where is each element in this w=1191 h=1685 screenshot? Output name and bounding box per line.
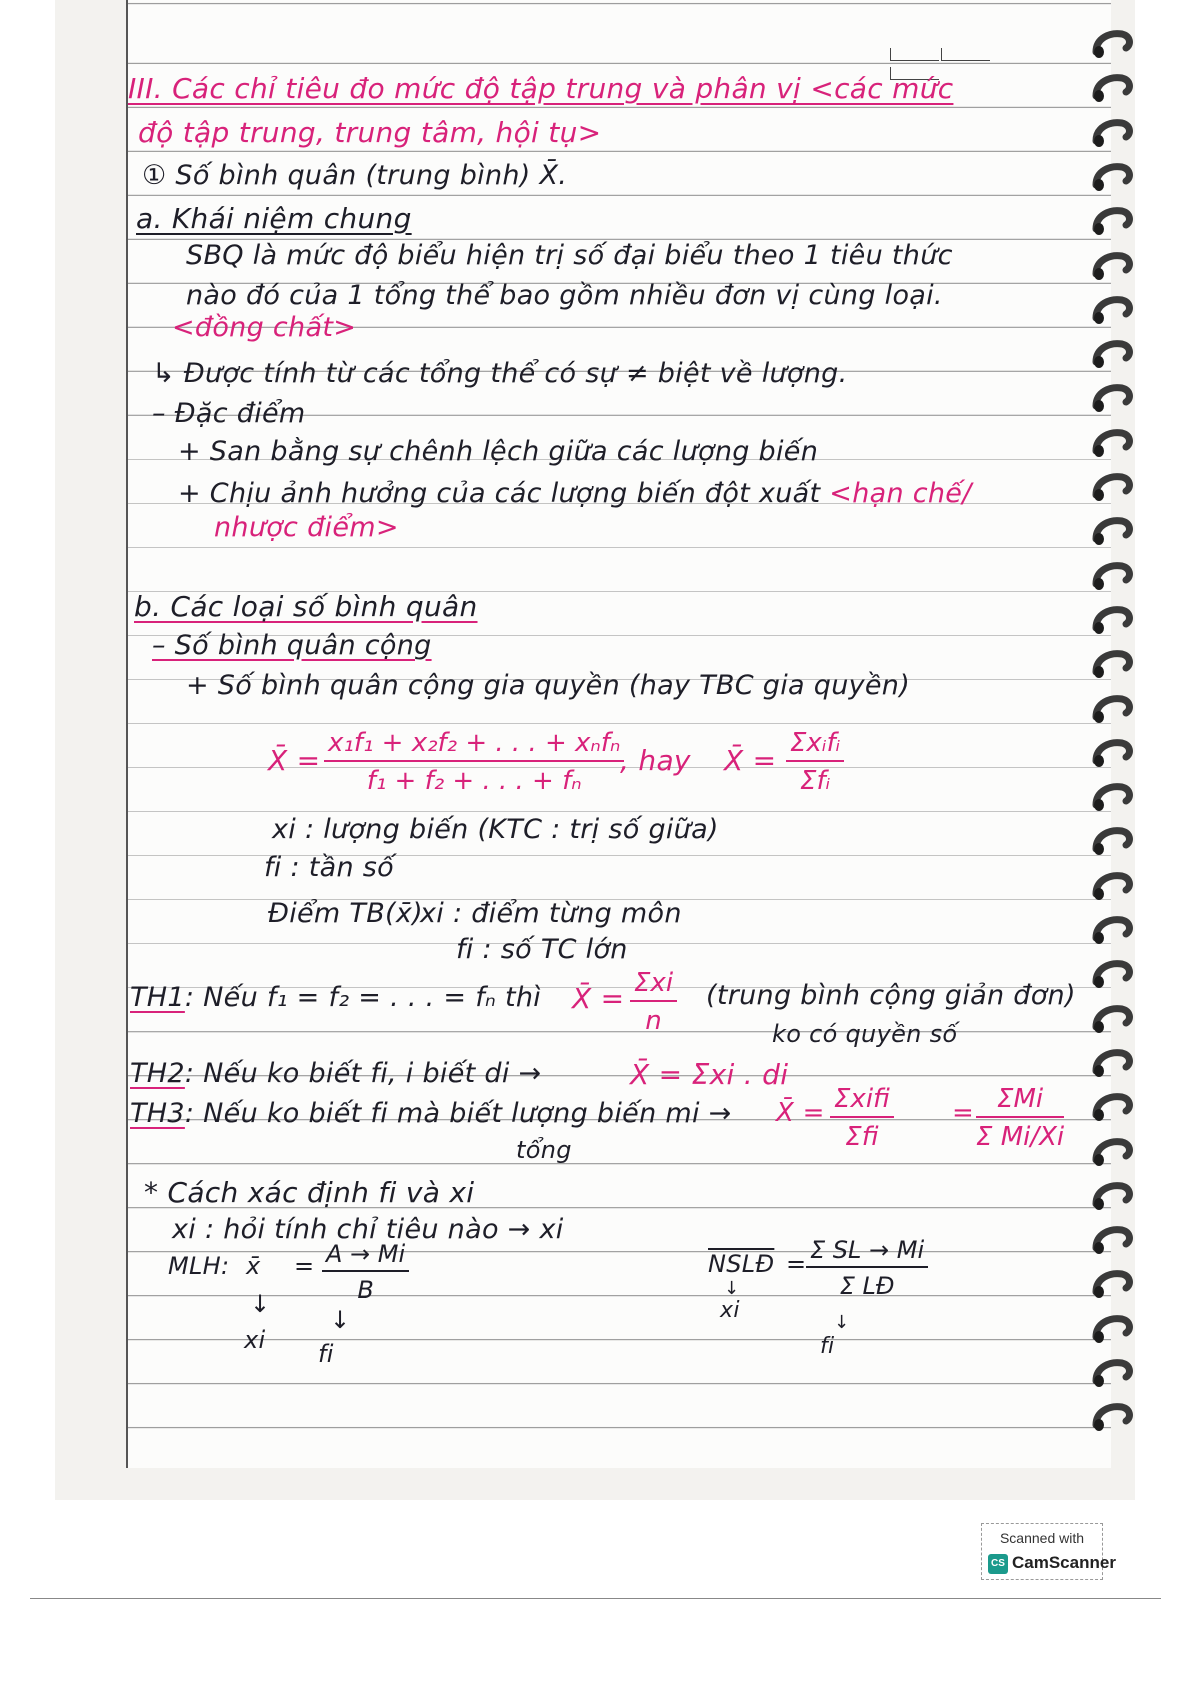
case-1-denominator: n [645, 1006, 662, 1036]
spiral-ring [1092, 1138, 1134, 1168]
formula-lhs2: X̄ = [724, 744, 777, 777]
case-2-formula: X̄ = Σxi . di [630, 1058, 789, 1091]
spiral-ring [1092, 1359, 1134, 1389]
formula-hay: , hay [620, 744, 691, 777]
spiral-ring [1092, 916, 1134, 946]
spiral-ring [1092, 650, 1134, 680]
mlh-xi: xi [244, 1326, 266, 1354]
mlh-equals: = [294, 1252, 315, 1280]
formula-weighted-mean [324, 728, 624, 796]
spiral-ring [1092, 119, 1134, 149]
scanner-caption: Scanned with [999, 1530, 1085, 1546]
spiral-binding [1092, 0, 1140, 1500]
case-3-formula [830, 1084, 894, 1152]
nsld-fraction [806, 1236, 928, 1300]
scanner-brand: CamScanner [1012, 1553, 1116, 1572]
spiral-ring [1092, 296, 1134, 326]
spiral-ring [1092, 1270, 1134, 1300]
type-arithmetic-mean: – Số bình quân cộng [152, 630, 432, 661]
spiral-ring [1092, 384, 1134, 414]
camscanner-logo-icon: CS [988, 1554, 1008, 1574]
part-a-heading: a. Khái niệm chung [136, 202, 412, 235]
spiral-ring [1092, 1049, 1134, 1079]
spiral-ring [1092, 695, 1134, 725]
spiral-ring [1092, 74, 1134, 104]
spiral-ring [1092, 473, 1134, 503]
spiral-ring [1092, 340, 1134, 370]
feature-2-note: <hạn chế/ [829, 478, 972, 509]
nsld-numerator: Σ SL → Mi [806, 1236, 928, 1268]
nsld-arrow-f: ↓ [834, 1312, 850, 1333]
spiral-ring [1092, 1315, 1134, 1345]
mlh-arrow-b: ↓ [330, 1306, 351, 1334]
method-heading: * Cách xác định fi và xi [144, 1176, 475, 1209]
formula-lhs: X̄ = [268, 744, 321, 777]
xi-definition: xi : lượng biến (KTC : trị số giữa) [272, 814, 719, 845]
case-1-numerator: Σxi [630, 968, 677, 1002]
case-3: TH3: Nếu ko biết fi mà biết lượng biến mi → [130, 1098, 732, 1129]
case-1-label: TH1 [130, 982, 185, 1013]
item1-heading: ① Số bình quân (trung bình) X̄. [142, 160, 568, 191]
fi-definition: fi : tần số [264, 852, 394, 883]
spiral-ring [1092, 606, 1134, 636]
mlh-label: MLH: [168, 1252, 230, 1280]
spiral-ring [1092, 207, 1134, 237]
spiral-ring [1092, 517, 1134, 547]
section-title-line1: III. Các chỉ tiêu đo mức độ tập trung và phân vị <các mức [128, 72, 954, 105]
formula-sigma [786, 728, 844, 796]
nsld-label: NSLĐ [708, 1250, 775, 1278]
definition-line2: nào đó của 1 tổng thể bao gồm nhiều đơn vị cùng loại. [186, 280, 943, 311]
case-1-note: (trung bình cộng giản đơn) [706, 980, 1076, 1011]
feature-1: + San bằng sự chênh lệch giữa các lượng biến [178, 436, 819, 467]
case-2-label: TH2 [130, 1058, 185, 1089]
case-1: TH1: Nếu f₁ = f₂ = . . . = fₙ thì [130, 982, 542, 1013]
nsld-equals: = [786, 1250, 807, 1278]
feature-2: + Chịu ảnh hưởng của các lượng biến đột xuất <hạn chế/ [178, 478, 972, 509]
footer-rule [30, 1598, 1161, 1599]
example-fi: fi : số TC lớn [456, 934, 628, 965]
spiral-ring [1092, 30, 1134, 60]
spiral-ring [1092, 1182, 1134, 1212]
spiral-ring [1092, 252, 1134, 282]
nsld-denominator: Σ LĐ [839, 1272, 895, 1300]
mlh-fi: fi [318, 1340, 334, 1368]
section-title-line2: độ tập trung, trung tâm, hội tụ> [138, 116, 602, 149]
formula-denominator: f₁ + f₂ + . . . + fₙ [366, 766, 582, 796]
case-3-numerator: Σxifi [830, 1084, 894, 1118]
case-2: TH2: Nếu ko biết fi, i biết di → [130, 1058, 542, 1089]
mlh-arrow-x: ↓ [250, 1290, 271, 1318]
spiral-ring [1092, 739, 1134, 769]
mlh-x: x̄ [246, 1252, 261, 1280]
case-3-numerator2: ΣMi [976, 1084, 1064, 1118]
type-weighted-mean: + Số bình quân cộng gia quyền (hay TBC gia quyền) [186, 670, 911, 701]
mlh-numerator: A → Mi [322, 1240, 409, 1272]
spiral-ring [1092, 827, 1134, 857]
definition-line3: <đồng chất> [172, 312, 357, 343]
spiral-ring [1092, 562, 1134, 592]
formula-numerator2: Σxᵢfᵢ [786, 728, 844, 762]
spiral-ring [1092, 872, 1134, 902]
nsld-fi: fi [820, 1334, 835, 1359]
page-number-boxes [890, 46, 1040, 60]
spiral-ring [1092, 960, 1134, 990]
example-xi: xi : điểm từng môn [420, 898, 682, 929]
case-3-denominator2: Σ Mi/Xi [976, 1122, 1065, 1152]
nsld-arrow-x: ↓ [724, 1278, 740, 1299]
formula-numerator: x₁f₁ + x₂f₂ + . . . + xₙfₙ [324, 728, 624, 762]
case-3-formula2 [976, 1084, 1064, 1152]
spiral-ring [1092, 783, 1134, 813]
part-b-heading: b. Các loại số bình quân [134, 590, 478, 623]
spiral-ring [1092, 163, 1134, 193]
mlh-fraction [322, 1240, 409, 1304]
case-1-formula [630, 968, 677, 1036]
spiral-ring [1092, 1403, 1134, 1433]
mlh-denominator: B [357, 1276, 374, 1304]
formula-denominator2: Σfᵢ [800, 766, 831, 796]
feature-2-note-cont: nhược điểm> [214, 512, 399, 543]
case-3-label: TH3 [130, 1098, 185, 1129]
case-3-note: tổng [516, 1136, 572, 1164]
definition-note: ↳ Được tính từ các tổng thể có sự ≠ biệt về lượng. [152, 358, 848, 389]
case-3-lhs: X̄ = [776, 1098, 825, 1128]
case-3-denominator: Σfi [845, 1122, 879, 1152]
method-xi-line: xi : hỏi tính chỉ tiêu nào → xi [172, 1214, 564, 1245]
nsld-xi: xi [720, 1298, 740, 1323]
features-label: – Đặc điểm [152, 398, 306, 429]
case-1-formula-lhs: X̄ = [572, 982, 625, 1015]
camscanner-badge [981, 1523, 1116, 1580]
case-1-note2: ko có quyền số [772, 1020, 958, 1048]
spiral-ring [1092, 1005, 1134, 1035]
spiral-ring [1092, 1093, 1134, 1123]
case-3-equals: = [952, 1098, 975, 1128]
example-label: Điểm TB(x̄) [268, 898, 423, 929]
spiral-ring [1092, 1226, 1134, 1256]
definition-line1: SBQ là mức độ biểu hiện trị số đại biểu theo 1 tiêu thức [186, 240, 953, 271]
spiral-ring [1092, 429, 1134, 459]
